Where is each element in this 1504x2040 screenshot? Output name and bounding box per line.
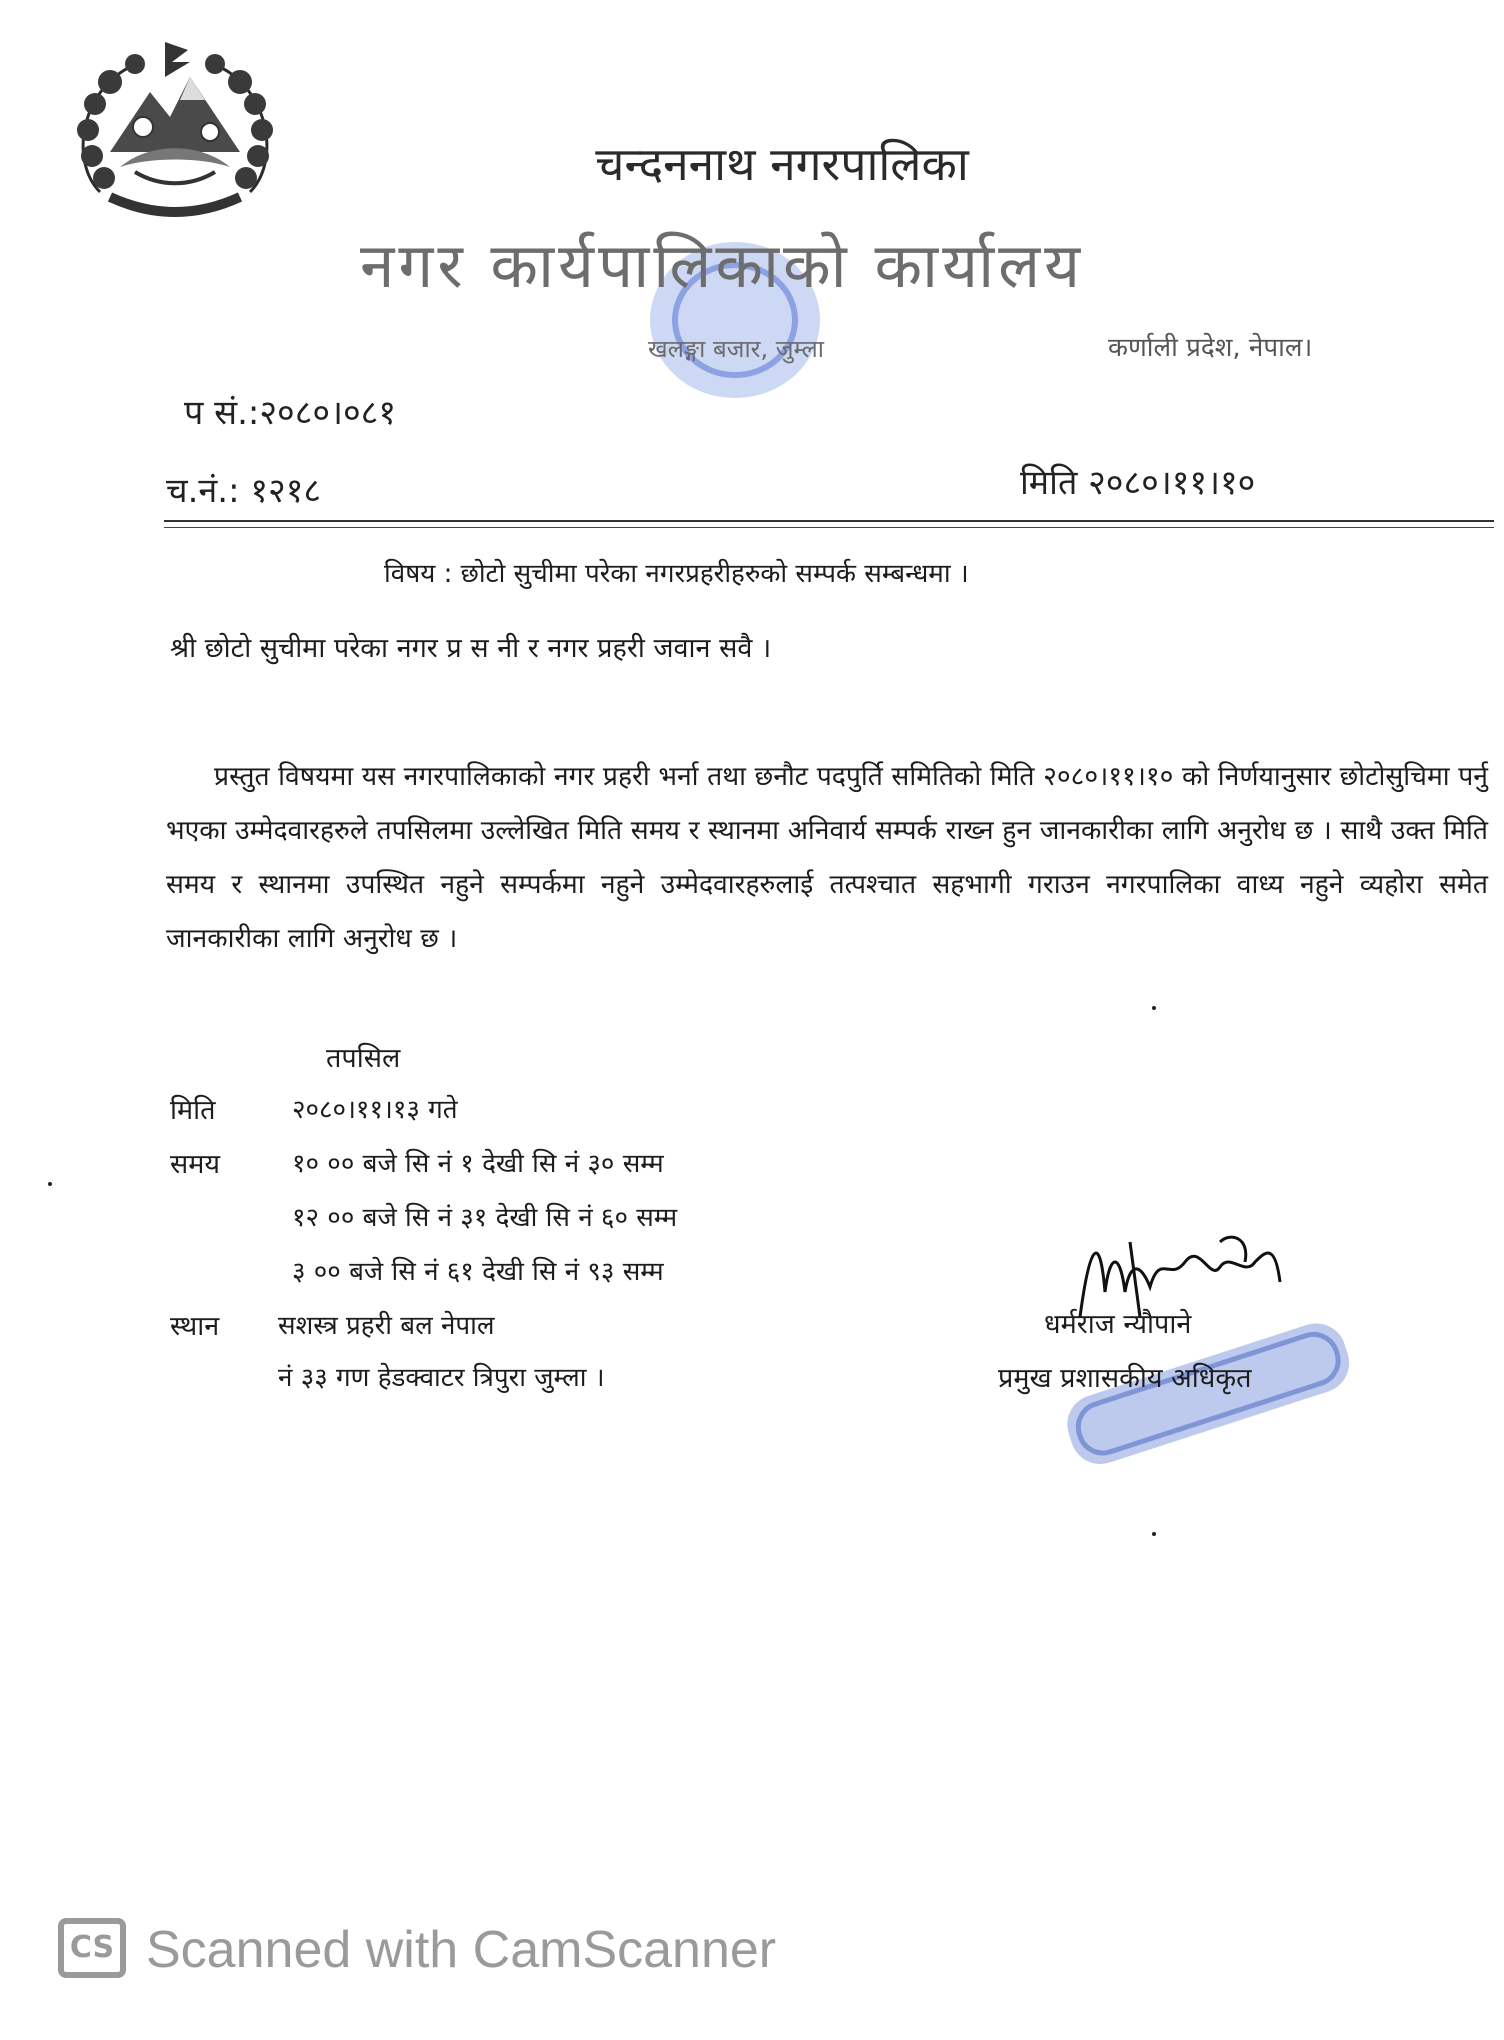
letter-body-text: प्रस्तुत विषयमा यस नगरपालिकाको नगर प्रहरी भर्ना तथा छनौट पदपुर्ति समितिको मिति २०८०।११।१० को निर्णयानुसार छोटोसुचिमा पर्नु भएका उम्मेदवारहरुले तपसिलमा उल्लेखित मिति समय र स्थानमा अनिवार्य सम्पर्क राख्न हुन जानकारीका लागि अनुरोध छ । साथै उक्त मिति समय र स्थानमा उपस्थित नहुने सम्पर्कमा नहुने उम्मेदवारहरुलाई तत्पश्चात सहभागी गराउन नगरपालिका वाध्य नहुने व्यहोरा समेत जानकारीका लागि अनुरोध छ । (166, 761, 1488, 954)
letter-date: मिति २०८०।११।१० (1020, 463, 1256, 503)
municipality-name (0, 132, 1504, 194)
office-name: नगर कार्यपालिकाको कार्यालय (360, 229, 1085, 302)
stray-mark (48, 1182, 52, 1186)
signatory-title: प्रमुख प्रशासकीय अधिकृत (998, 1363, 1252, 1394)
schedule-time-label: समय (170, 1149, 221, 1180)
header-divider-secondary (164, 527, 1494, 528)
schedule-time-slot: १२ ०० बजे सि नं ३१ देखी सि नं ६० सम्म (292, 1203, 678, 1233)
schedule-time-slot: ३ ०० बजे सि नं ६१ देखी सि नं ९३ सम्म (292, 1257, 664, 1287)
stray-mark (1152, 1006, 1156, 1010)
schedule-time-slot: १० ०० बजे सि नं १ देखी सि नं ३० सम्म (292, 1149, 664, 1179)
letter-body (166, 750, 1488, 966)
dispatch-number: च.नं.: १२१८ (166, 471, 322, 511)
nepal-emblem-icon (40, 22, 310, 240)
schedule-date-label: मिति (170, 1095, 216, 1126)
letter-reference-number: प सं.:२०८०।०८१ (184, 393, 397, 433)
stray-mark (1152, 1532, 1156, 1536)
schedule-place-label: स्थान (170, 1311, 220, 1342)
schedule-heading: तपसिल (326, 1043, 401, 1074)
schedule-place-line: नं ३३ गण हेडक्वाटर त्रिपुरा जुम्ला । (278, 1363, 605, 1393)
schedule-date-value: २०८०।११।१३ गते (292, 1095, 458, 1125)
signatory-name: धर्मराज न्यौपाने (1044, 1309, 1192, 1340)
camscanner-watermark: Scanned with CamScanner (146, 1921, 777, 1979)
province-location: कर्णाली प्रदेश, नेपाल। (1108, 333, 1313, 363)
header-divider (164, 520, 1494, 522)
office-location: खलङ्गा बजार, जुम्ला (648, 335, 824, 363)
camscanner-logo-icon: CS (58, 1918, 126, 1978)
letter-subject: विषय : छोटो सुचीमा परेका नगरप्रहरीहरुको सम्पर्क सम्बन्धमा । (384, 559, 969, 589)
municipality-name-text: चन्दननाथ नगरपालिका (595, 137, 969, 191)
letter-addressee: श्री छोटो सुचीमा परेका नगर प्र स नी र नगर प्रहरी जवान सवै । (170, 633, 772, 664)
schedule-place-line: सशस्त्र प्रहरी बल नेपाल (278, 1311, 495, 1341)
